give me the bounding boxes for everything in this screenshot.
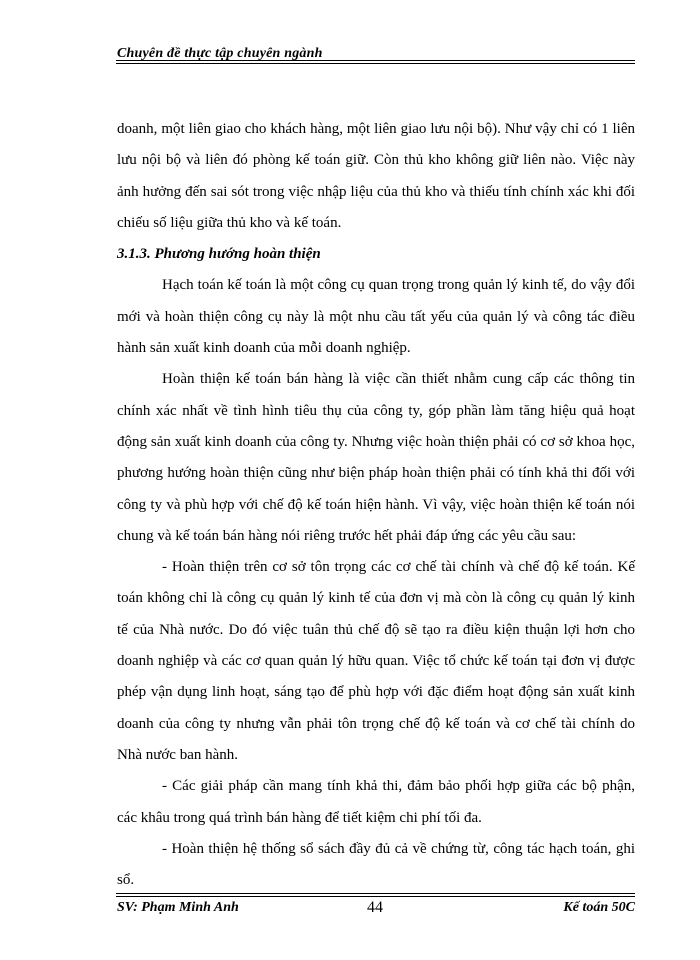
footer-rule <box>116 896 635 897</box>
document-body <box>117 114 635 896</box>
paragraph-intro: Hạch toán kế toán là một công cụ quan trọng trong quản lý kinh tế, do vậy đổi mới và hoàn thiện công cụ này là một nhu cầu tất yếu của quản lý và công tác điều hành sản xuất kinh doanh của mỗi doanh nghiệp. <box>117 277 635 357</box>
footer-class: Kế toán 50C <box>563 900 635 915</box>
header-rule-thin <box>116 63 635 64</box>
footer-author: SV: Phạm Minh Anh <box>117 900 239 915</box>
paragraph-continuation: doanh, một liên giao cho khách hàng, một liên giao lưu nội bộ). Như vậy chỉ có 1 liên lưu nội bộ và liên đó phòng kế toán giữ. Còn thủ kho không giữ liên nào. Việc này ảnh hưởng đến sai sót trong việc nhập liệu của thủ kho và thiếu tính chính xác khi đối chiếu số liệu giữa thủ kho và kế toán. <box>117 121 635 231</box>
bullet-item-2: - Các giải pháp cần mang tính khả thi, đảm bảo phối hợp giữa các bộ phận, các khâu trong quá trình bán hàng để tiết kiệm chi phí tối đa. <box>117 778 635 826</box>
bullet-item-3: - Hoàn thiện hệ thống sổ sách đầy đủ cả về chứng từ, công tác hạch toán, ghi sổ. <box>117 840 635 889</box>
footer-rule-thin <box>116 893 635 894</box>
page-header-title: Chuyên đề thực tập chuyên ngành <box>117 46 323 61</box>
bullet-item-1: - Hoàn thiện trên cơ sở tôn trọng các cơ chế tài chính và chế độ kế toán. Kế toán không chỉ là công cụ quản lý kinh tế của đơn vị mà còn là công cụ quản lý kinh tế của Nhà nước. Do đó việc tuân thủ chế độ sẽ tạo ra điều kiện thuận lợi hơn cho doanh nghiệp và các cơ quan quản lý hữu quan. Việc tổ chức kế toán tại đơn vị được phép vận dụng linh hoạt, sáng tạo để phù hợp với đặc điểm hoạt động sản xuất kinh doanh của công ty nhưng vẫn phải tôn trọng chế độ kế toán và cơ chế tài chính do Nhà nước ban hành. <box>117 559 635 763</box>
header-rule <box>116 60 635 61</box>
page-number: 44 <box>367 899 383 916</box>
paragraph-requirements: Hoàn thiện kế toán bán hàng là việc cần thiết nhằm cung cấp các thông tin chính xác nhất về tình hình tiêu thụ của công ty, góp phần làm tăng hiệu quả hoạt động sản xuất kinh doanh của công ty. Nhưng việc hoàn thiện phải có cơ sở khoa học, phương hướng hoàn thiện cũng như biện pháp hoàn thiện phải có tính khả thi đối với công ty và phù hợp với chế độ kế toán hiện hành. Vì vậy, việc hoàn thiện kế toán nói chung và kế toán bán hàng nói riêng trước hết phải đáp ứng các yêu cầu sau: <box>117 371 635 544</box>
section-heading: 3.1.3. Phương hướng hoàn thiện <box>117 246 321 263</box>
